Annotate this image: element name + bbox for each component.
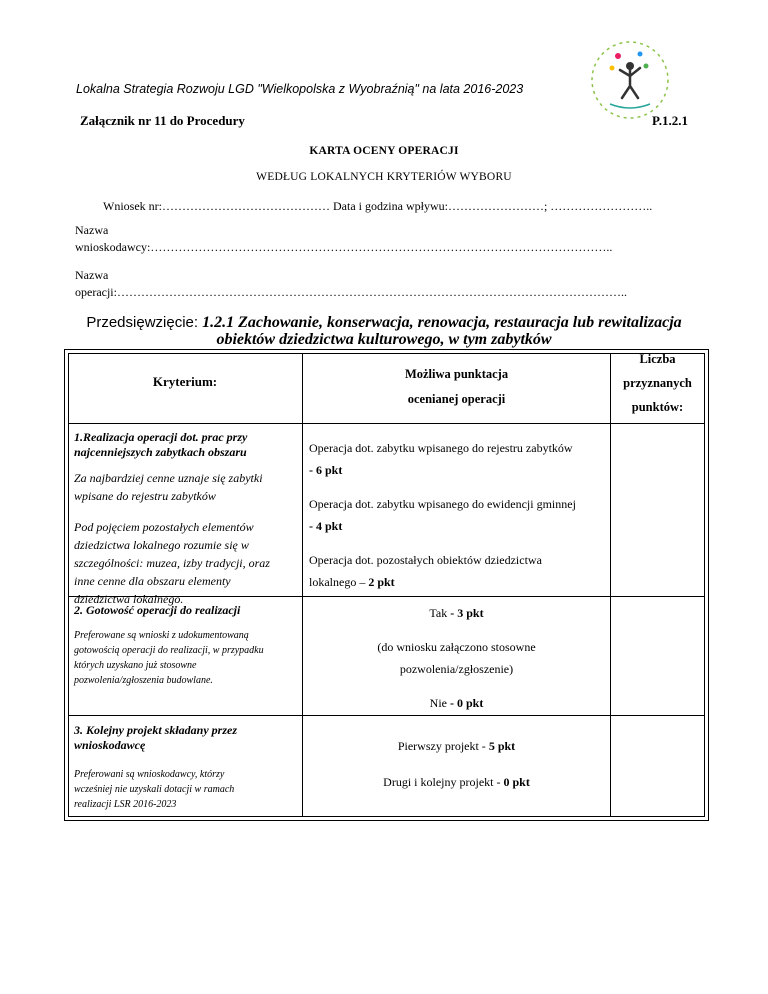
criterion-3-title-line2: wnioskodawcę bbox=[74, 738, 146, 752]
criterion-3-next-text: Drugi i kolejny projekt - bbox=[383, 775, 504, 789]
row-separator-3 bbox=[68, 715, 705, 716]
undertaking-title-line2: obiektów dziedzictwa kulturowego, w tym zabytków bbox=[216, 331, 552, 348]
criterion-3-next bbox=[303, 771, 610, 793]
application-number-field: Wniosek nr:…………………………………… Data i godzina wpływu:……………………; …………………….. bbox=[103, 199, 653, 213]
criterion-3-desc-line2: wcześniej nie uzyskali dotacji w ramach bbox=[74, 784, 235, 795]
applicant-field: wnioskodawcy:…………………………………………………………………………………………………….. bbox=[75, 240, 613, 254]
header-awarded-line2: przyznanych bbox=[623, 376, 692, 390]
criterion-3-title-line1: 3. Kolejny projekt składany przez bbox=[74, 723, 238, 737]
table-border-bottom bbox=[64, 820, 709, 821]
attachment-label: Załącznik nr 11 do Procedury bbox=[80, 113, 245, 128]
criterion-3-first bbox=[303, 735, 610, 757]
criterion-3-first-score: 5 pkt bbox=[488, 739, 516, 753]
criterion-2-yes-score: - 3 pkt bbox=[450, 606, 484, 620]
undertaking-label: Przedsięwzięcie: bbox=[86, 314, 199, 331]
criterion-2 bbox=[74, 603, 300, 688]
criterion-2-desc-line2: gotowością operacji do realizacji, w przypadku bbox=[74, 645, 264, 656]
operation-label: Nazwa bbox=[75, 268, 109, 282]
header-criterion: Kryterium: bbox=[152, 374, 218, 389]
header-possible-line2: ocenianej operacji bbox=[407, 392, 506, 406]
criterion-3-desc-line1: Preferowani są wnioskodawcy, którzy bbox=[74, 769, 225, 780]
criterion-2-no bbox=[303, 692, 610, 714]
criterion-1-desc1-line2: wpisane do rejestru zabytków bbox=[74, 489, 216, 503]
undertaking-title-line1: 1.2.1 Zachowanie, konserwacja, renowacja, restauracja lub rewitalizacja bbox=[202, 314, 682, 331]
criterion-1-option-3-text: lokalnego – bbox=[309, 575, 369, 589]
criterion-2-yes-note-line2: pozwolenia/zgłoszenie) bbox=[399, 662, 514, 676]
criterion-1-desc2-line1: Pod pojęciem pozostałych elementów bbox=[74, 520, 254, 534]
header-awarded-line1: Liczba bbox=[639, 352, 676, 366]
operation-field: operacji:……………………………………………………………………………………………………………….. bbox=[75, 285, 627, 299]
header-awarded-points bbox=[611, 347, 704, 419]
criterion-2-desc-line1: Preferowane są wnioski z udokumentowaną bbox=[74, 630, 249, 641]
card-subtitle: WEDŁUG LOKALNYCH KRYTERIÓW WYBORU bbox=[256, 171, 512, 183]
criterion-1-desc2-line2: dziedzictwa lokalnego rozumie się w bbox=[74, 538, 249, 552]
criterion-1-option-2-score: - 4 pkt bbox=[309, 519, 343, 533]
criterion-1 bbox=[74, 430, 300, 608]
table-border-left bbox=[64, 349, 65, 820]
criterion-1-title-line1: 1.Realizacja operacji dot. prac przy bbox=[74, 430, 248, 444]
criterion-3-desc-line3: realizacji LSR 2016-2023 bbox=[74, 799, 177, 810]
header-awarded-line3: punktów: bbox=[631, 400, 684, 414]
criterion-2-yes bbox=[303, 602, 610, 624]
criterion-2-no-score: - 0 pkt bbox=[449, 696, 484, 710]
table-inner-bottom bbox=[68, 816, 705, 817]
undertaking-heading bbox=[0, 314, 768, 348]
criterion-2-no-text: Nie bbox=[429, 696, 450, 710]
criterion-1-title-line2: najcenniejszych zabytkach obszaru bbox=[74, 445, 247, 459]
criterion-3-first-text: Pierwszy projekt - bbox=[397, 739, 489, 753]
criterion-1-option-3: Operacja dot. pozostałych obiektów dziedzictwa bbox=[309, 553, 542, 567]
criterion-1-option-1-score: - 6 pkt bbox=[309, 463, 343, 477]
criterion-1-desc2-line3: szczególności: muzea, izby tradycji, oraz bbox=[74, 556, 270, 570]
criterion-1-desc1-line1: Za najbardziej cenne uznaje się zabytki bbox=[74, 471, 263, 485]
criterion-1-option-3-score: 2 pkt bbox=[368, 575, 395, 589]
criterion-3-next-score: 0 pkt bbox=[503, 775, 530, 789]
applicant-label: Nazwa bbox=[75, 223, 109, 237]
criterion-1-desc2-line4: inne cenne dla obszaru elementy bbox=[74, 574, 231, 588]
criterion-3 bbox=[74, 723, 300, 812]
criterion-2-title: 2. Gotowość operacji do realizacji bbox=[74, 603, 241, 617]
criterion-1-options bbox=[309, 437, 609, 593]
criterion-1-option-1: Operacja dot. zabytku wpisanego do rejestru zabytków bbox=[309, 441, 573, 455]
header-possible-score bbox=[303, 362, 610, 412]
criterion-2-yes-note-line1: (do wniosku załączono stosowne bbox=[377, 640, 536, 654]
table-border-right bbox=[708, 349, 709, 820]
criterion-1-option-3-line2 bbox=[309, 571, 609, 593]
row-separator-1 bbox=[68, 423, 705, 424]
criterion-3-options bbox=[303, 735, 610, 793]
strategy-header: Lokalna Strategia Rozwoju LGD "Wielkopolska z Wyobraźnią" na lata 2016-2023 bbox=[76, 82, 524, 96]
criterion-2-desc-line3: których uzyskano już stosowne bbox=[74, 660, 197, 671]
header-possible-line1: Możliwa punktacja bbox=[404, 367, 509, 381]
criterion-1-option-2: Operacja dot. zabytku wpisanego do ewidencji gminnej bbox=[309, 497, 576, 511]
criterion-2-yes-text: Tak bbox=[429, 606, 451, 620]
criterion-1-desc2-line5: dziedzictwa lokalnego. bbox=[74, 592, 184, 606]
procedure-code: P.1.2.1 bbox=[652, 113, 688, 128]
lgd-logo bbox=[588, 38, 672, 122]
criterion-2-options bbox=[303, 602, 610, 714]
card-title: KARTA OCENY OPERACJI bbox=[309, 145, 459, 157]
criterion-2-desc-line4: pozwolenia/zgłoszenia budowlane. bbox=[74, 675, 213, 686]
